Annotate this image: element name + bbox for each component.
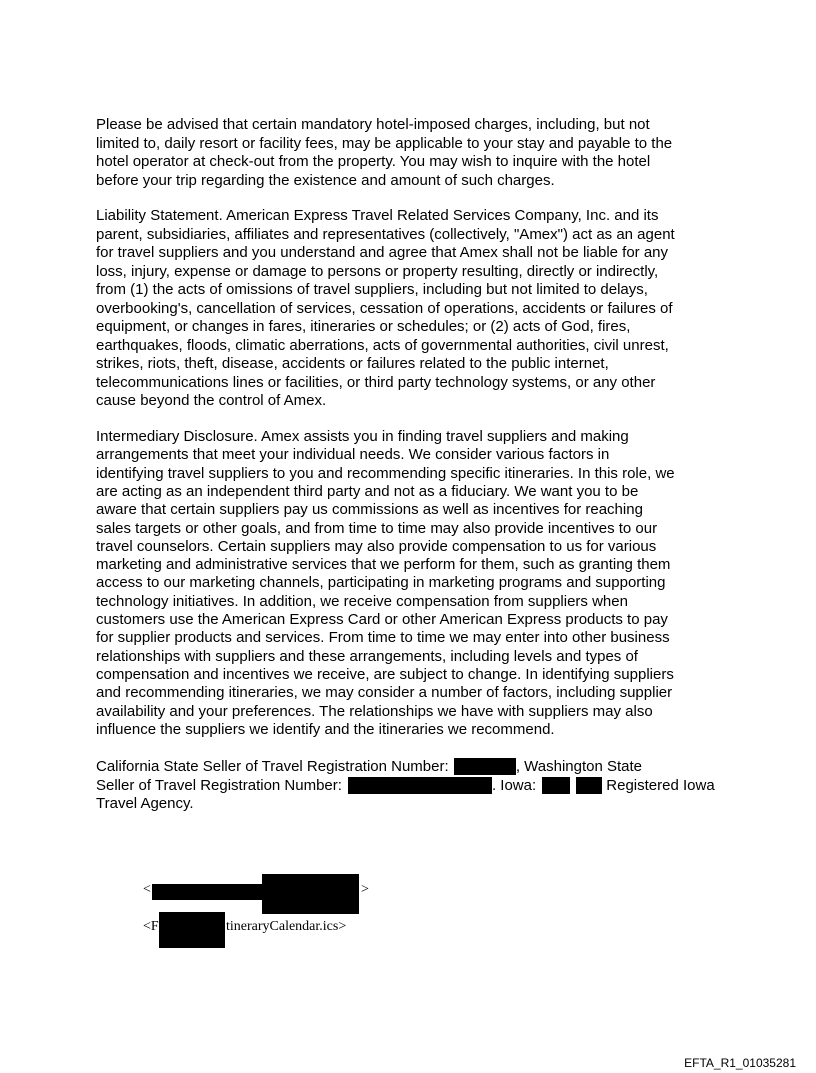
text-line: strikes, riots, theft, disease, accidents or failures related to the public internet, xyxy=(96,355,609,372)
registration-text: Seller of Travel Registration Number: xyxy=(96,776,342,794)
text-line: arrangements that meet your individual needs. We consider various factors in xyxy=(96,446,610,464)
redaction-box xyxy=(576,777,602,794)
text-line: cause beyond the control of Amex. xyxy=(96,392,327,409)
text-line: influence the suppliers we identify and the itineraries we recommend. xyxy=(96,720,555,738)
text-line: are acting as an independent third party and not as a fiduciary. We want you to be xyxy=(96,482,639,500)
text-line: loss, injury, expense or damage to persons or property resulting, directly or indirectly, xyxy=(96,262,659,280)
text-line: Please be advised that certain mandatory hotel-imposed charges, including, but not xyxy=(96,116,650,133)
registration-text: , Washington State xyxy=(515,758,643,775)
text-line: marketing and administrative services that we perform for them, such as granting them xyxy=(96,556,671,574)
text-line: sales targets or other goals, and from time to time may also provide incentives to our xyxy=(96,519,658,537)
text-line: customers use the American Express Card or other American Express products to pay xyxy=(96,611,668,628)
text-line: hotel operator at check-out from the property. You may wish to inquire with the hotel xyxy=(96,153,651,170)
text-line: Liability Statement. American Express Travel Related Services Company, Inc. and its xyxy=(96,207,659,224)
text-line: travel counselors. Certain suppliers may also provide compensation to us for various xyxy=(96,537,657,555)
attachment-file-prefix: <F xyxy=(143,919,159,934)
text-line: technology initiatives. In addition, we receive compensation from suppliers when xyxy=(96,592,628,610)
text-line: availability and your preferences. The relationships we have with suppliers may also xyxy=(96,702,653,720)
text-line: telecommunications lines or facilities, or third party technology systems, or any other xyxy=(96,373,656,391)
text-line: Travel Agency. xyxy=(96,795,194,812)
attachment-open-bracket: < xyxy=(143,882,151,897)
text-line: for supplier products and services. From time to time we may enter into other business xyxy=(96,629,670,647)
text-line: overbooking's, cancellation of services, cessation of operations, accidents or failures of xyxy=(96,299,673,317)
text-line: parent, subsidiaries, affiliates and representatives (collectively, "Amex") act as an agent xyxy=(96,225,675,243)
text-line: aware that certain suppliers pay us commissions as well as incentives for reaching xyxy=(96,501,643,519)
registration-text: Registered Iowa xyxy=(602,776,715,794)
redaction-box xyxy=(262,874,359,914)
text-line xyxy=(96,777,715,795)
registration-text: California State Seller of Travel Registration Number: xyxy=(96,758,453,775)
text-line: earthquakes, floods, climatic aberrations, acts of governmental authorities, civil unrest, xyxy=(96,336,669,354)
redaction-box xyxy=(159,912,225,948)
text-line: and recommending itineraries, we may consider a number of factors, including supplier xyxy=(96,684,673,702)
text-line: for travel suppliers and you understand and agree that Amex shall not be liable for any xyxy=(96,244,669,261)
text-line: from (1) the acts of omissions of travel suppliers, including but not limited to delays, xyxy=(96,281,648,298)
text-line: relationships with suppliers and these arrangements, including levels and types of xyxy=(96,647,638,665)
text-line: limited to, daily resort or facility fees, may be applicable to your stay and payable to the xyxy=(96,134,673,152)
redaction-box xyxy=(152,884,264,900)
redaction-box xyxy=(454,758,516,775)
text-line: Intermediary Disclosure. Amex assists you in finding travel suppliers and making xyxy=(96,428,629,445)
redaction-box xyxy=(348,777,492,794)
registration-text: . Iowa: xyxy=(491,776,537,794)
text-line: identifying travel suppliers to you and recommending specific itineraries. In this role, we xyxy=(96,464,675,482)
text-line: before your trip regarding the existence and amount of such charges. xyxy=(96,171,555,189)
text-line: access to our marketing channels, participating in marketing programs and supporting xyxy=(96,574,666,592)
attachment-file-name: tineraryCalendar.ics> xyxy=(226,919,347,934)
text-line: compensation and incentives we receive, are subject to change. In identifying suppliers xyxy=(96,665,674,683)
attachment-close-bracket: > xyxy=(361,882,369,897)
redaction-box xyxy=(542,777,570,794)
document-id-footer: EFTA_R1_01035281 xyxy=(684,1056,796,1070)
text-line: equipment, or changes in fares, itineraries or schedules; or (2) acts of God, fires, xyxy=(96,318,631,335)
text-line xyxy=(96,758,642,776)
